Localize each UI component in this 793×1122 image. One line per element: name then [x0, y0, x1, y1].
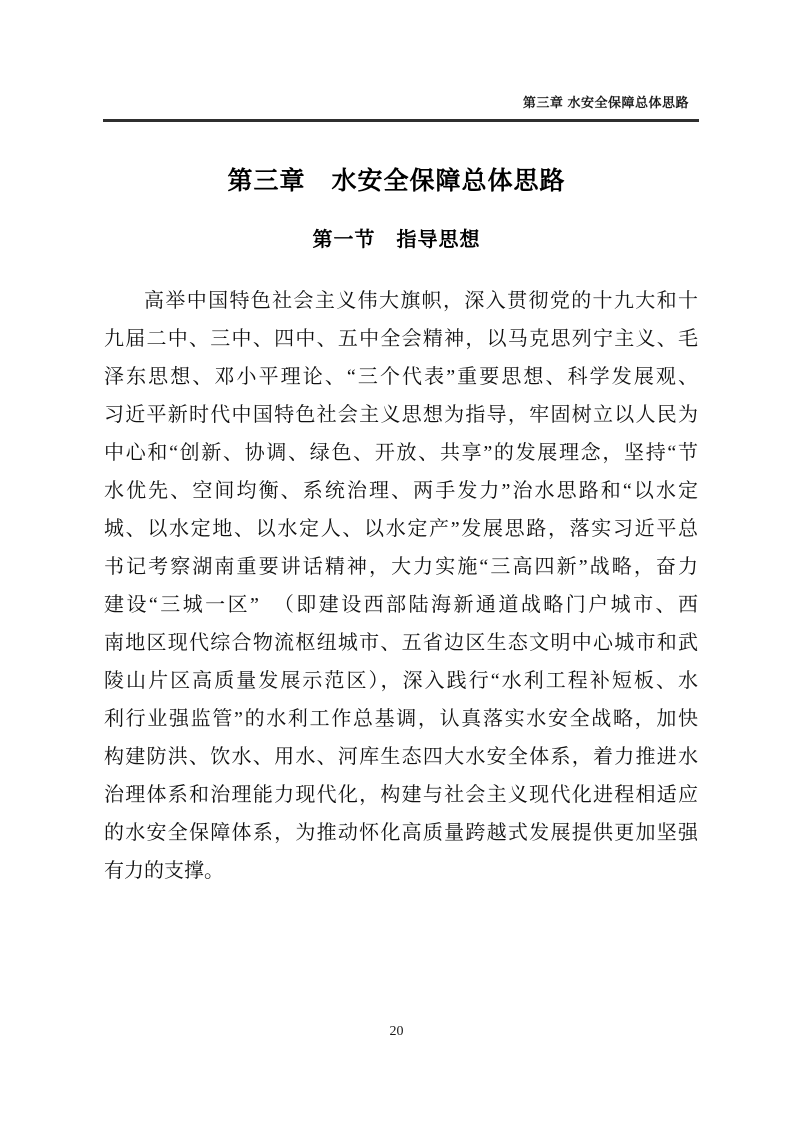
- body-line: 城、以水定地、以水定人、以水定产”发展思路，落实习近平总: [104, 518, 698, 540]
- body-line: 构建防洪、饮水、用水、河库生态四大水安全体系，着力推进水: [104, 746, 698, 768]
- running-header-text: 第三章 水安全保障总体思路: [522, 95, 689, 110]
- section-title: 第一节 指导思想: [312, 229, 481, 251]
- body-line: 陵山片区高质量发展示范区），深入践行“水利工程补短板、水: [104, 670, 698, 692]
- body-line: 九届二中、三中、四中、五中全会精神，以马克思列宁主义、毛: [104, 328, 698, 350]
- body-line: 泽东思想、邓小平理论、“三个代表”重要思想、科学发展观、: [104, 366, 698, 388]
- body-line: 利行业强监管”的水利工作总基调，认真落实水安全战略，加快: [104, 708, 698, 730]
- page-number: 20: [389, 1024, 404, 1039]
- body-paragraph: [104, 282, 698, 890]
- body-line: 习近平新时代中国特色社会主义思想为指导，牢固树立以人民为: [104, 404, 698, 426]
- body-line: 治理体系和治理能力现代化，构建与社会主义现代化进程相适应: [104, 784, 698, 806]
- body-line: 中心和“创新、协调、绿色、开放、共享”的发展理念，坚持“节: [104, 442, 698, 464]
- body-line: 南地区现代综合物流枢纽城市、五省边区生态文明中心城市和武: [104, 632, 698, 654]
- body-line: 的水安全保障体系，为推动怀化高质量跨越式发展提供更加坚强: [104, 822, 698, 844]
- body-line: 高举中国特色社会主义伟大旗帜，深入贯彻党的十九大和十: [144, 290, 698, 312]
- body-line: 建设“三城一区” （即建设西部陆海新通道战略门户城市、西: [104, 594, 698, 616]
- body-line: 水优先、空间均衡、系统治理、两手发力”治水思路和“以水定: [104, 480, 698, 502]
- header-rule: [103, 119, 699, 122]
- body-line: 书记考察湖南重要讲话精神，大力实施“三高四新”战略，奋力: [104, 556, 698, 578]
- chapter-title: 第三章 水安全保障总体思路: [227, 167, 566, 195]
- body-line: 有力的支撑。: [104, 860, 224, 882]
